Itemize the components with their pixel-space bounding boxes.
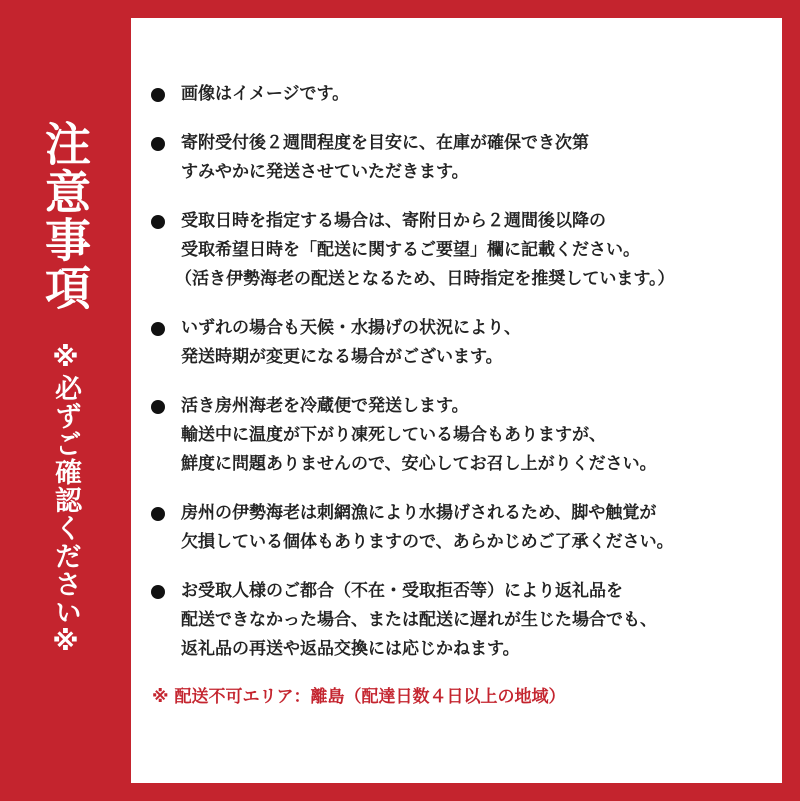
note-item [151, 392, 781, 479]
notes-list [151, 80, 781, 684]
note-item [151, 80, 781, 109]
note-line: 配送できなかった場合、または配送に遅れが生じた場合でも、 [181, 610, 657, 630]
bullet-icon [151, 215, 165, 229]
notice-panel [131, 18, 782, 783]
bullet-icon [151, 507, 165, 521]
bullet-icon [151, 88, 165, 102]
note-line: 画像はイメージです。 [181, 84, 350, 104]
side-title [25, 120, 105, 658]
note-line: いずれの場合も天候・水揚げの状況により、 [181, 318, 521, 338]
note-item [151, 129, 781, 187]
notice-heading: 注意事項 [38, 120, 92, 312]
note-item [151, 314, 781, 372]
bullet-icon [151, 137, 165, 151]
note-line: 返礼品の再送や返品交換には応じかねます。 [181, 639, 520, 659]
note-line: すみやかに発送させていただきます。 [181, 162, 469, 182]
note-line: 房州の伊勢海老は刺網漁により水揚げされるため、脚や触覚が [181, 503, 657, 523]
bullet-icon [151, 400, 165, 414]
note-line: 寄附受付後２週間程度を目安に、在庫が確保でき次第 [181, 133, 589, 153]
bullet-icon [151, 585, 165, 599]
note-line: 欠損している個体もありますので、あらかじめご了承ください。 [181, 532, 674, 552]
note-item [151, 499, 781, 557]
notice-subheading: ※必ずご確認ください※ [50, 342, 81, 658]
note-item [151, 207, 781, 294]
note-line: 受取日時を指定する場合は、寄附日から２週間後以降の [181, 211, 606, 231]
note-line: 輸送中に温度が下がり凍死している場合もありますが、 [181, 425, 606, 445]
note-line: 発送時期が変更になる場合がございます。 [181, 347, 503, 367]
note-line: お受取人様のご都合（不在・受取拒否等）により返礼品を [181, 581, 623, 601]
note-item [151, 577, 781, 664]
note-line: 鮮度に問題ありませんので、安心してお召し上がりください。 [181, 454, 657, 474]
bullet-icon [151, 322, 165, 336]
note-line: （活き伊勢海老の配送となるため、日時指定を推奨しています。） [175, 269, 675, 289]
note-line: 受取希望日時を「配送に関するご要望」欄に記載ください。 [181, 240, 640, 260]
delivery-restriction-note: ※ 配送不可エリア：離島（配達日数４日以上の地域） [152, 687, 566, 707]
note-line: 活き房州海老を冷蔵便で発送します。 [181, 396, 469, 416]
